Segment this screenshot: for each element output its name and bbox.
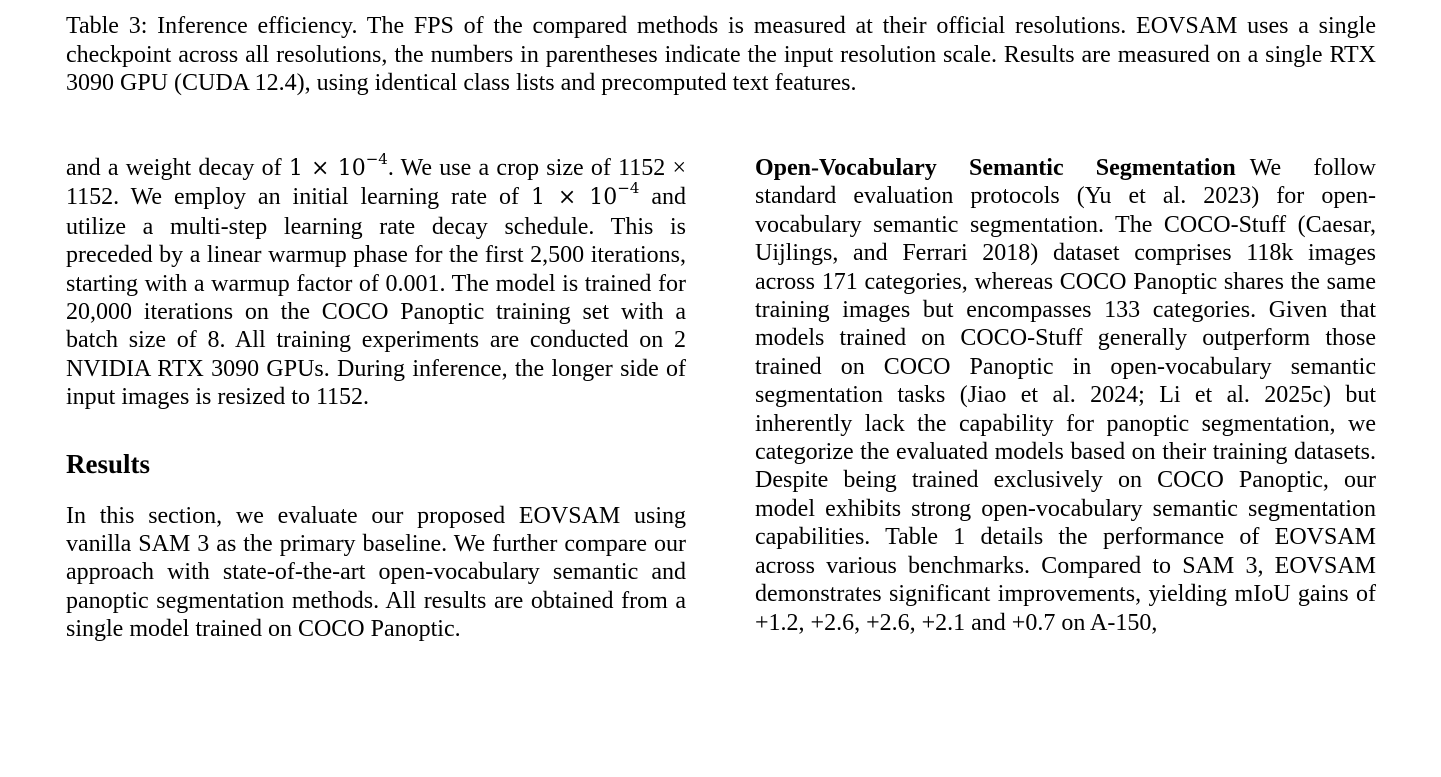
table-caption: Table 3: Inference efficiency. The FPS of the compared methods is measured at their official resolutions. EOVSAM uses a single checkpoint across all resolutions, the numbers in parentheses indicate the input resolution scale. Results are measured on a single RTX 3090 GPU (CUDA 12.4), using identical class lists and precomputed text features. — [66, 13, 1376, 96]
ovss-paragraph — [755, 154, 1376, 637]
section-heading-results: Results — [66, 448, 151, 479]
training-details-paragraph — [66, 150, 686, 412]
learning-rate-value: $1 \times 10^{-4}$ — [530, 179, 640, 211]
paragraph-text: and utilize a multi-step learning rate decay schedule. This is preceded by a linear warmup phase for the first 2,500 iterations, starting with a warmup factor of 0.001. The model is trained for 20,000 iterations on the COCO Panoptic training set with a batch size of 8. All training experiments are conducted on 2 NVIDIA RTX 3090 GPUs. During inference, the longer side of input images is resized to 1152. — [66, 184, 686, 411]
paragraph-text: and a weight decay of — [66, 155, 289, 181]
paragraph-text: . We use a crop size of 1152 × 1152. We employ an initial learning rate of — [66, 155, 686, 211]
right-column — [755, 154, 1376, 637]
paragraph-text: We follow standard evaluation protocols (Yu et al. 2023) for open-vocabulary semantic segmentation. The COCO-Stuff (Caesar, Uijlings, and Ferrari 2018) dataset comprises 118k images across 171 categories, whereas COCO Panoptic shares the same training images but encompasses 133 categories. Given that models trained on COCO-Stuff generally outperform those trained on COCO Panoptic in open-vocabulary semantic segmentation tasks (Jiao et al. 2024; Li et al. 2025c) but inherently lack the capability for panoptic segmentation, we categorize the evaluated models based on their training datasets. Despite being trained exclusively on COCO Panoptic, our model exhibits strong open-vocabulary semantic segmentation capabilities. Table 1 details the performance of EOVSAM across various benchmarks. Compared to SAM 3, EOVSAM demonstrates significant improvements, yielding mIoU gains of +1.2, +2.6, +2.6, +2.1 and +0.7 on A-150, — [755, 155, 1377, 636]
weight-decay-value: $1 \times 10^{-4}$ — [288, 150, 388, 181]
run-in-heading: Open-Vocabulary Semantic Segmentation — [755, 155, 1236, 181]
results-paragraph: In this section, we evaluate our proposed EOVSAM using vanilla SAM 3 as the primary baseline. We further compare our approach with state-of-the-art open-vocabulary semantic and panoptic segmentation methods. All results are obtained from a single model trained on COCO Panoptic. — [66, 502, 686, 643]
left-column — [66, 150, 686, 644]
